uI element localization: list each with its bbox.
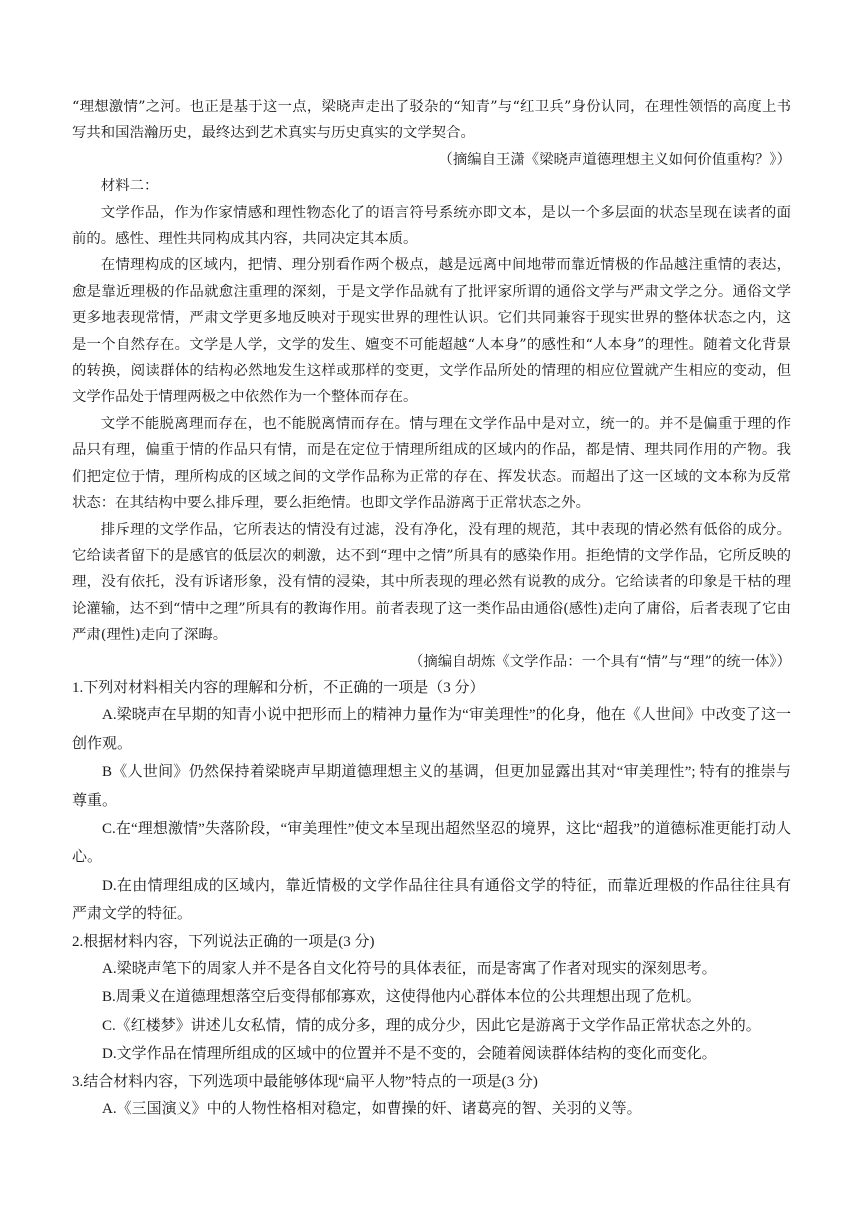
answer-option: A.梁晓声笔下的周家人并不是各自文化符号的具体表征，而是寄寓了作者对现实的深刻思考。 xyxy=(102,961,717,977)
answer-option: B《人世间》仍然保持着梁晓声早期道德理想主义的基调，但更加显露出其对“审美理性”; 特有的推崇与尊重。 xyxy=(72,764,791,809)
question-2 xyxy=(72,929,791,1069)
material-2-paragraph: 排斥理的文学作品，它所表达的情没有过滤，没有净化，没有理的规范，其中表现的情必然有低俗的成分。它给读者留下的是感官的低层次的刺激，达不到“理中之情”所具有的感染作用。拒绝情的文学作品，它所反映的理，没有依托，没有诉诸形象，没有情的浸染，其中所表现的理必然有说教的成分。它给读者的印象是干枯的理论灌输，达不到“情中之理”所具有的教诲作用。前者表现了这一类作品由通俗(感性)走向了庸俗，后者表现了它由严肃(理性)走向了深晦。 xyxy=(72,521,791,644)
answer-option: C.在“理想激情”失落阶段，“审美理性”使文本呈现出超然坚忍的境界，这比“超我”的道德标准更能打动人心。 xyxy=(72,820,791,866)
document-body xyxy=(72,94,791,1123)
answer-option: A.《三国演义》中的人物性格相对稳定，如曹操的奸、诸葛亮的智、关羽的义等。 xyxy=(102,1101,642,1118)
continued-paragraph: “理想激情”之河。也正是基于这一点，梁晓声走出了驳杂的“知青”与“红卫兵”身份认同，在理性领悟的高度上书写共和国浩瀚历史，最终达到艺术真实与历史真实的文学契合。 xyxy=(72,99,791,142)
answer-option: B.周秉义在道德理想落空后变得郁郁寡欢，这使得他内心群体本位的公共理想出现了危机。 xyxy=(102,989,701,1006)
answer-option: A.梁晓声在早期的知青小说中把形而上的精神力量作为“审美理性”的化身，他在《人世间》中改变了这一创作观。 xyxy=(72,707,791,752)
material-2-heading: 材料二： xyxy=(100,178,159,195)
question-stem: 2.根据材料内容，下列说法正确的一项是(3 分) xyxy=(72,933,375,950)
answer-option: D.文学作品在情理所组成的区域中的位置并不是不变的，会随着阅读群体结构的变化而变化。 xyxy=(102,1046,717,1063)
material-2-paragraph: 文学不能脱离理而存在，也不能脱离情而存在。情与理在文学作品中是对立，统一的。并不是偏重于理的作品只有理，偏重于情的作品只有情，而是在定位于情理所组成的区域内的作品，都是情、理共同作用的产物。我们把定位于情，理所构成的区域之间的文学作品称为正常的存在、挥发状态。而超出了这一区域的文本称为反常状态：在其结构中要么排斥理，要么拒绝情。也即文学作品游离于正常状态之外。 xyxy=(72,415,791,512)
source-citation-1: （摘编自王潇《梁晓声道德理想主义如何价值重构？》） xyxy=(438,151,791,168)
question-3 xyxy=(72,1069,791,1124)
question-stem: 1.下列对材料相关内容的理解和分析，不正确的一项是（3 分） xyxy=(72,679,485,696)
answer-option: D.在由情理组成的区域内，靠近情极的文学作品往往具有通俗文学的特征，而靠近理极的作品往往具有严肃文学的特征。 xyxy=(72,877,791,923)
material-2-paragraph: 在情理构成的区域内，把情、理分别看作两个极点，越是远离中间地带而靠近情极的作品越注重情的表达，愈是靠近理极的作品就愈注重理的深刻，于是文学作品就有了批评家所谓的通俗文学与严肃文学之分。通俗文学更多地表现常情，严肃文学更多地反映对于现实世界的理性认识。它们共同兼容于现实世界的整体状态之内，这是一个自然存在。文学是人学，文学的发生、嬗变不可能超越“人本身”的感性和“人本身”的理性。随着文化背景的转换，阅读群体的结构必然地发生这样或那样的变更，文学作品所处的情理的相应位置就产生相应的变动，但文学作品处于情理两极之中依然作为一个整体而存在。 xyxy=(72,257,791,406)
material-2-paragraph: 文学作品，作为作家情感和理性物态化了的语言符号系统亦即文本，是以一个多层面的状态呈现在读者的面前的。感性、理性共同构成其内容，共同决定其本质。 xyxy=(72,204,791,248)
source-citation-2: （摘编自胡炼《文学作品：一个具有“情”与“理”的统一体》） xyxy=(409,653,791,670)
question-stem: 3.结合材料内容，下列选项中最能够体现“扁平人物”特点的一项是(3 分) xyxy=(72,1073,538,1090)
question-1 xyxy=(72,675,791,929)
answer-option: C.《红楼梦》讲述儿女私情，情的成分多，理的成分少，因此它是游离于文学作品正常状态之外的。 xyxy=(102,1017,761,1034)
